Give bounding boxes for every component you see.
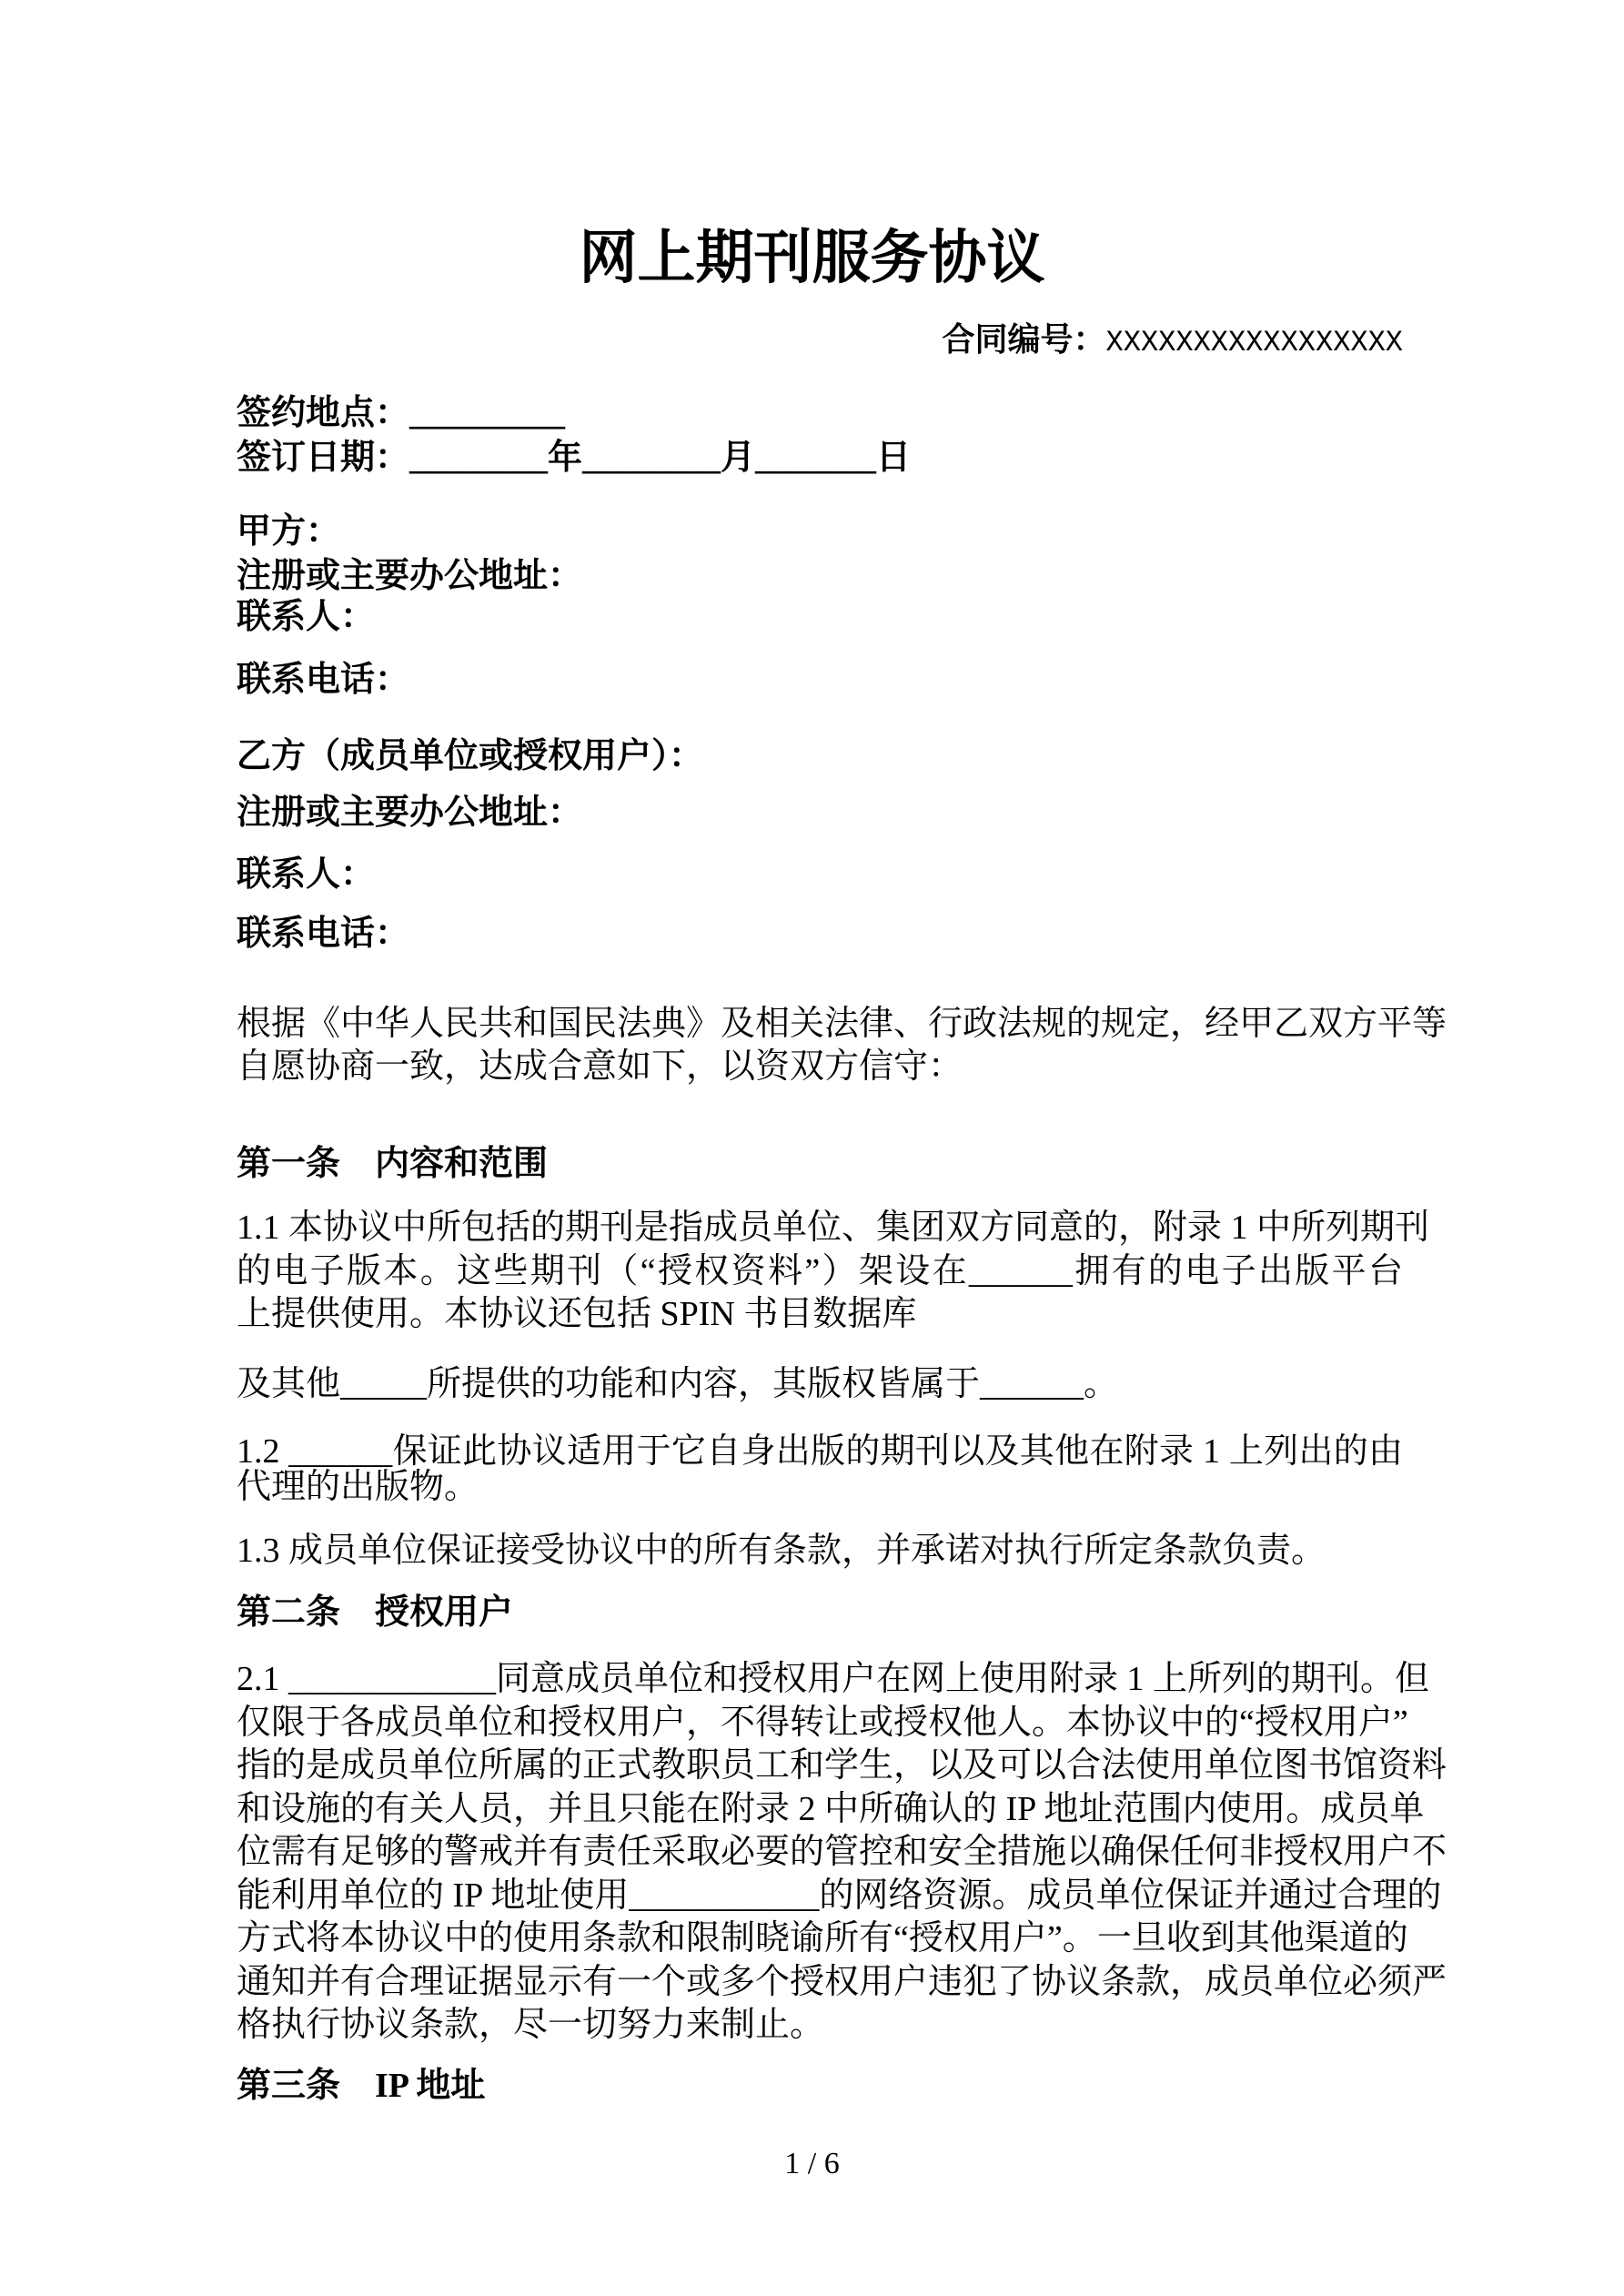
header-field: 乙方（成员单位或授权用户）：	[237, 737, 704, 775]
header-field: 联系人：	[237, 855, 376, 894]
section-heading: 第二条 授权用户	[237, 1593, 514, 1632]
paragraph-line: 1.2 ______保证此协议适用于它自身出版的期刊以及其他在附录 1 上列出的由	[237, 1432, 1403, 1471]
header-field: 联系人：	[237, 598, 376, 636]
header-field: 签约地点：_________	[237, 394, 566, 432]
header-field: 注册或主要办公地址：	[237, 557, 583, 595]
document-title: 网上期刊服务协议	[579, 226, 1045, 290]
paragraph-line: 能利用单位的 IP 地址使用___________的网络资源。成员单位保证并通过合理的	[237, 1876, 1442, 1915]
paragraph-line: 上提供使用。本协议还包括 SPIN 书目数据库	[237, 1295, 917, 1333]
header-field: 甲方：	[237, 512, 341, 551]
paragraph-line: 位需有足够的警戒并有责任采取必要的管控和安全措施以确保任何非授权用户不	[237, 1833, 1447, 1871]
paragraph-line: 指的是成员单位所属的正式教职员工和学生，以及可以合法使用单位图书馆资料	[237, 1746, 1447, 1785]
header-field: 注册或主要办公地址：	[237, 794, 583, 832]
paragraph-line: 1.1 本协议中所包括的期刊是指成员单位、集团双方同意的，附录 1 中所列期刊	[237, 1209, 1430, 1247]
paragraph-line: 2.1 ____________同意成员单位和授权用户在网上使用附录 1 上所列的期刊。但	[237, 1660, 1430, 1698]
page-number: 1 / 6	[784, 2147, 840, 2180]
paragraph-line: 自愿协商一致，达成合意如下，以资双方信守：	[237, 1047, 963, 1086]
paragraph-line: 及其他_____所提供的功能和内容，其版权皆属于______。	[237, 1365, 1119, 1403]
header-field: 联系电话：	[237, 661, 410, 699]
section-heading: 第一条 内容和范围	[237, 1145, 549, 1183]
paragraph-line: 仅限于各成员单位和授权用户，不得转让或授权他人。本协议中的“授权用户”	[237, 1704, 1408, 1742]
header-field: 联系电话：	[237, 915, 410, 953]
paragraph-line: 1.3 成员单位保证接受协议中的所有条款，并承诺对执行所定条款负责。	[237, 1532, 1326, 1570]
contract-number-value: XXXXXXXXXXXXXXXXX	[1105, 326, 1403, 359]
paragraph-line: 通知并有合理证据显示有一个或多个授权用户违犯了协议条款，成员单位必须严	[237, 1963, 1447, 2001]
paragraph-line: 的电子版本。这些期刊（“授权资料”）架设在______拥有的电子出版平台	[237, 1252, 1403, 1290]
contract-number	[943, 318, 1403, 365]
paragraph-line: 格执行协议条款，尽一切努力来制止。	[237, 2006, 825, 2044]
paragraph-line: 根据《中华人民共和国民法典》及相关法律、行政法规的规定，经甲乙双方平等	[237, 1005, 1447, 1043]
paragraph-line: 和设施的有关人员，并且只能在附录 2 中所确认的 IP 地址范围内使用。成员单	[237, 1790, 1425, 1828]
contract-number-label: 合同编号：	[942, 321, 1106, 358]
section-heading: 第三条 IP 地址	[237, 2067, 486, 2105]
paragraph-line: 方式将本协议中的使用条款和限制晓谕所有“授权用户”。一旦收到其他渠道的	[237, 1919, 1408, 1957]
header-field: 签订日期：________年________月_______日	[237, 439, 912, 477]
paragraph-line: 代理的出版物。	[237, 1468, 479, 1506]
